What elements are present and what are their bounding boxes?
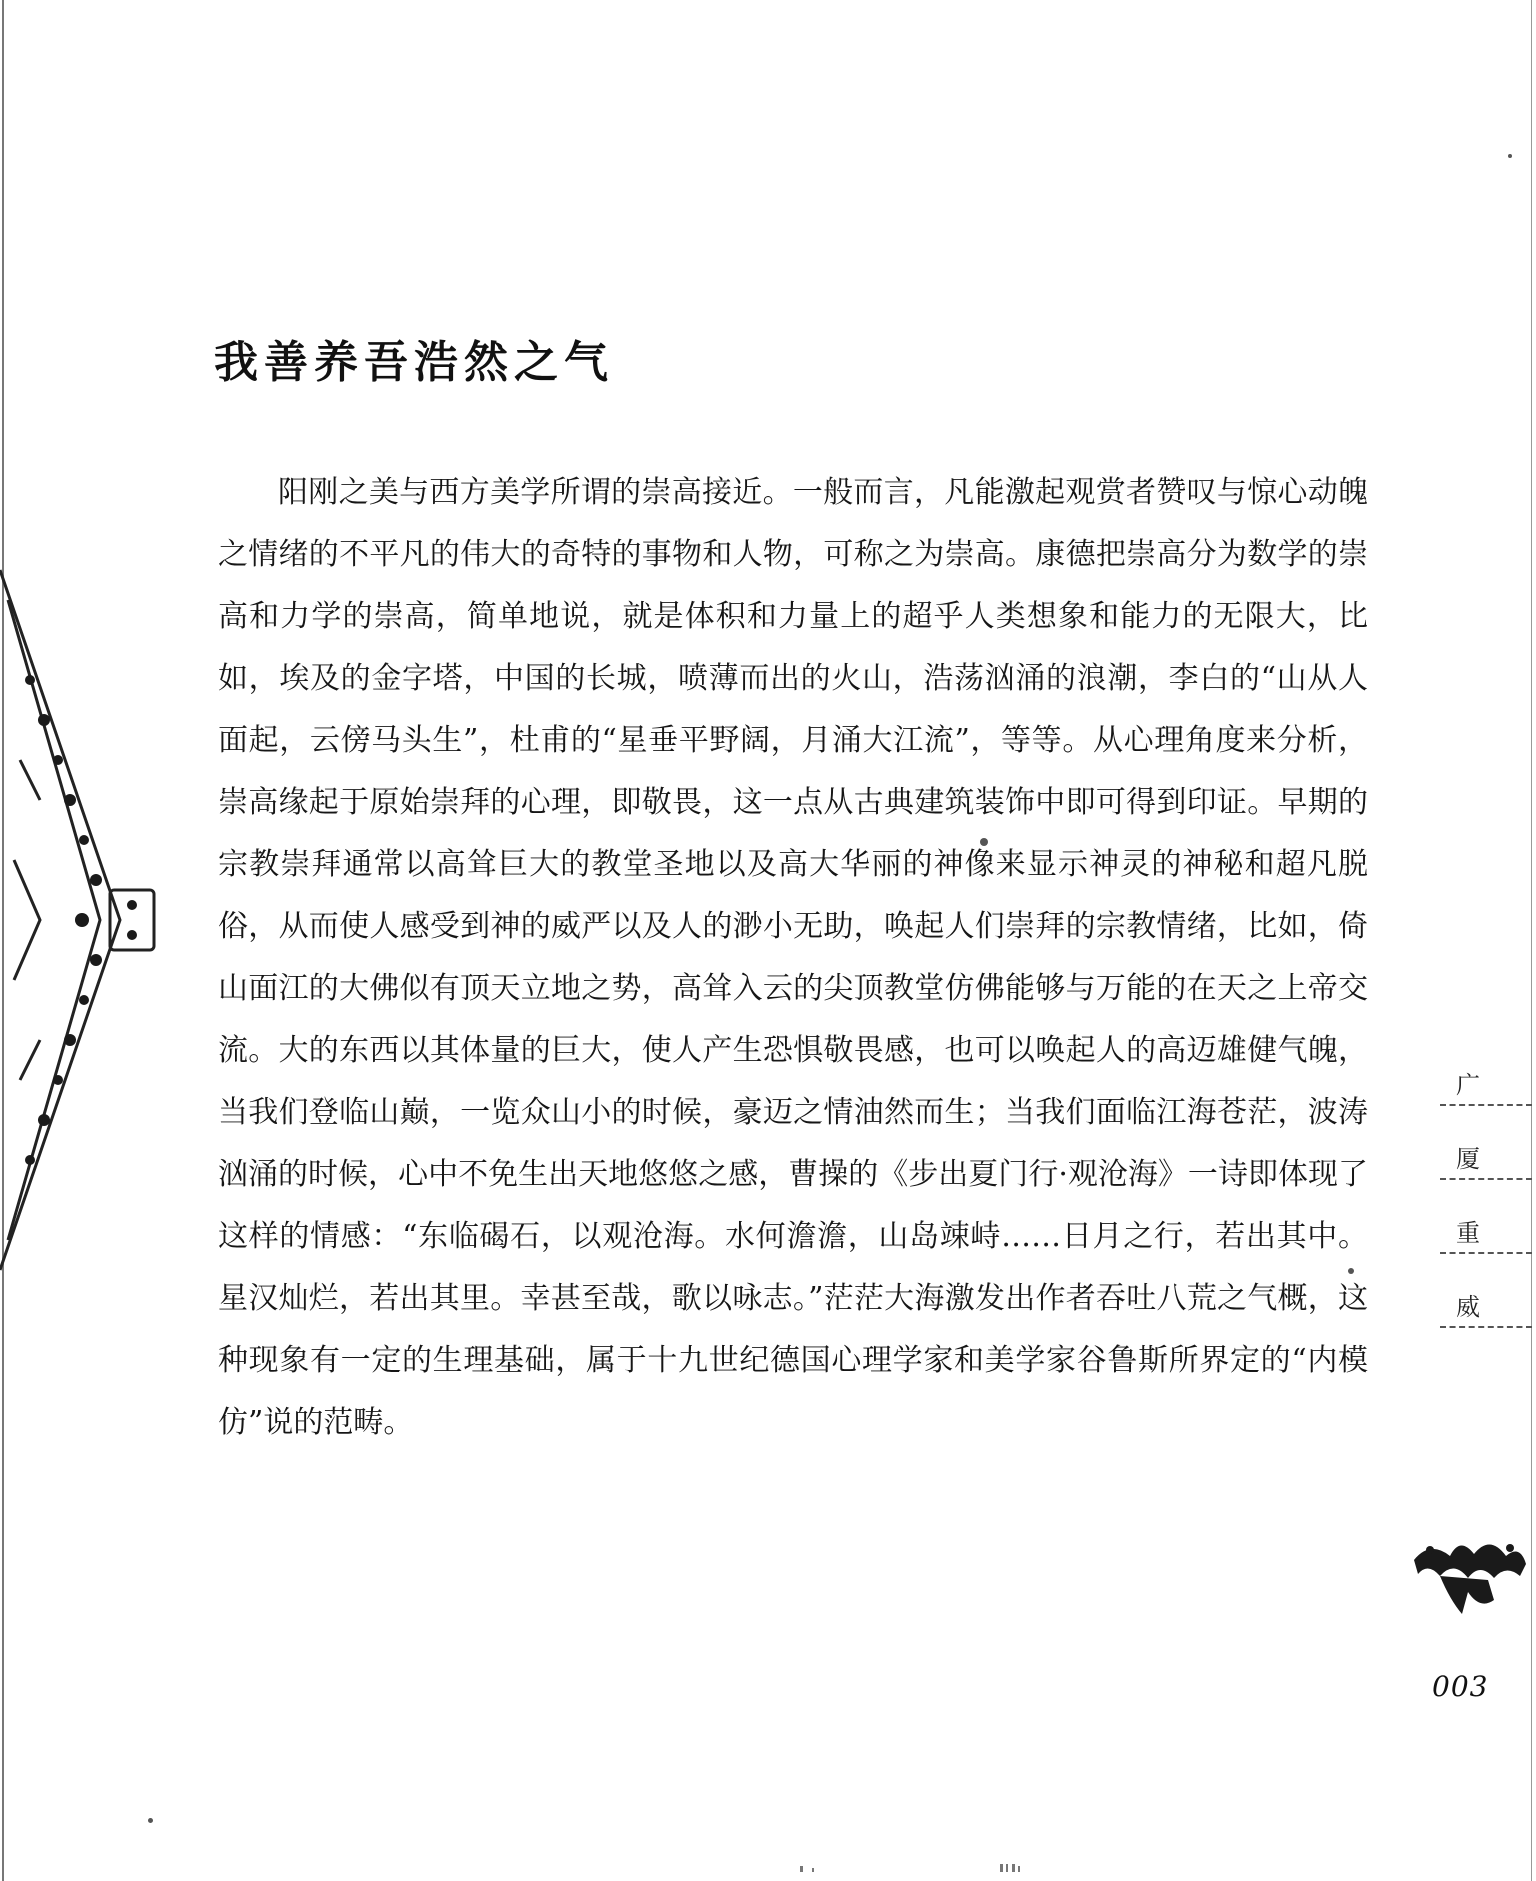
section-heading: 我善养吾浩然之气: [214, 337, 614, 388]
side-nav-item: [1440, 1060, 1532, 1106]
scan-noise: [700, 1862, 1100, 1876]
side-chapter-nav: [1440, 1060, 1532, 1328]
body-paragraph: 阳刚之美与西方美学所谓的崇高接近。一般而言，凡能激起观赏者赞叹与惊心动魄之情绪的不平凡的伟大的奇特的事物和人物，可称之为崇高。康德把崇高分为数学的崇高和力学的崇高，简单地说，就是体积和力量上的超乎人类想象和能力的无限大，比如，埃及的金字塔，中国的长城，喷薄而出的火山，浩荡汹涌的浪潮，李白的“山从人面起，云傍马头生”，杜甫的“星垂平野阔，月涌大江流”，等等。从心理角度来分析，崇高缘起于原始崇拜的心理，即敬畏，这一点从古典建筑装饰中即可得到印证。早期的宗教崇拜通常以高耸巨大的教堂圣地以及高大华丽的神像来显示神灵的神秘和超凡脱俗，从而使人感受到神的威严以及人的渺小无助，唤起人们崇拜的宗教情绪，比如，倚山面江的大佛似有顶天立地之势，高耸入云的尖顶教堂仿佛能够与万能的在天之上帝交流。大的东西以其体量的巨大，使人产生恐惧敬畏感，也可以唤起人的高迈雄健气魄，当我们登临山巅，一览众山小的时候，豪迈之情油然而生；当我们面临江海苍茫，波涛汹涌的时候，心中不免生出天地悠悠之感，曹操的《步出夏门行·观沧海》一诗即体现了这样的情感：“东临碣石，以观沧海。水何澹澹，山岛竦峙……日月之行，若出其中。星汉灿烂，若出其里。幸甚至哉，歌以咏志。”茫茫大海激发出作者吞吐八荒之气概，这种现象有一定的生理基础，属于十九世纪德国心理学家和美学家谷鲁斯所界定的“内模仿”说的范畴。: [218, 475, 1368, 1440]
side-nav-item: [1440, 1254, 1532, 1328]
eave-ornament-icon: [0, 560, 170, 1280]
scan-speck: [148, 1818, 153, 1823]
roof-ornament-icon: [1410, 1530, 1530, 1620]
side-nav-label: 广: [1456, 1071, 1480, 1099]
scan-speck: [1508, 154, 1512, 158]
side-nav-item: [1440, 1106, 1532, 1180]
side-nav-item: [1440, 1180, 1532, 1254]
side-nav-label: 重: [1456, 1219, 1480, 1247]
side-nav-label: 厦: [1456, 1145, 1480, 1173]
page-right-edge: [1531, 0, 1532, 1881]
scan-speck: [980, 838, 988, 846]
scan-speck: [1348, 1268, 1354, 1274]
side-nav-label: 威: [1456, 1293, 1480, 1321]
page-number: 003: [1432, 1670, 1489, 1703]
